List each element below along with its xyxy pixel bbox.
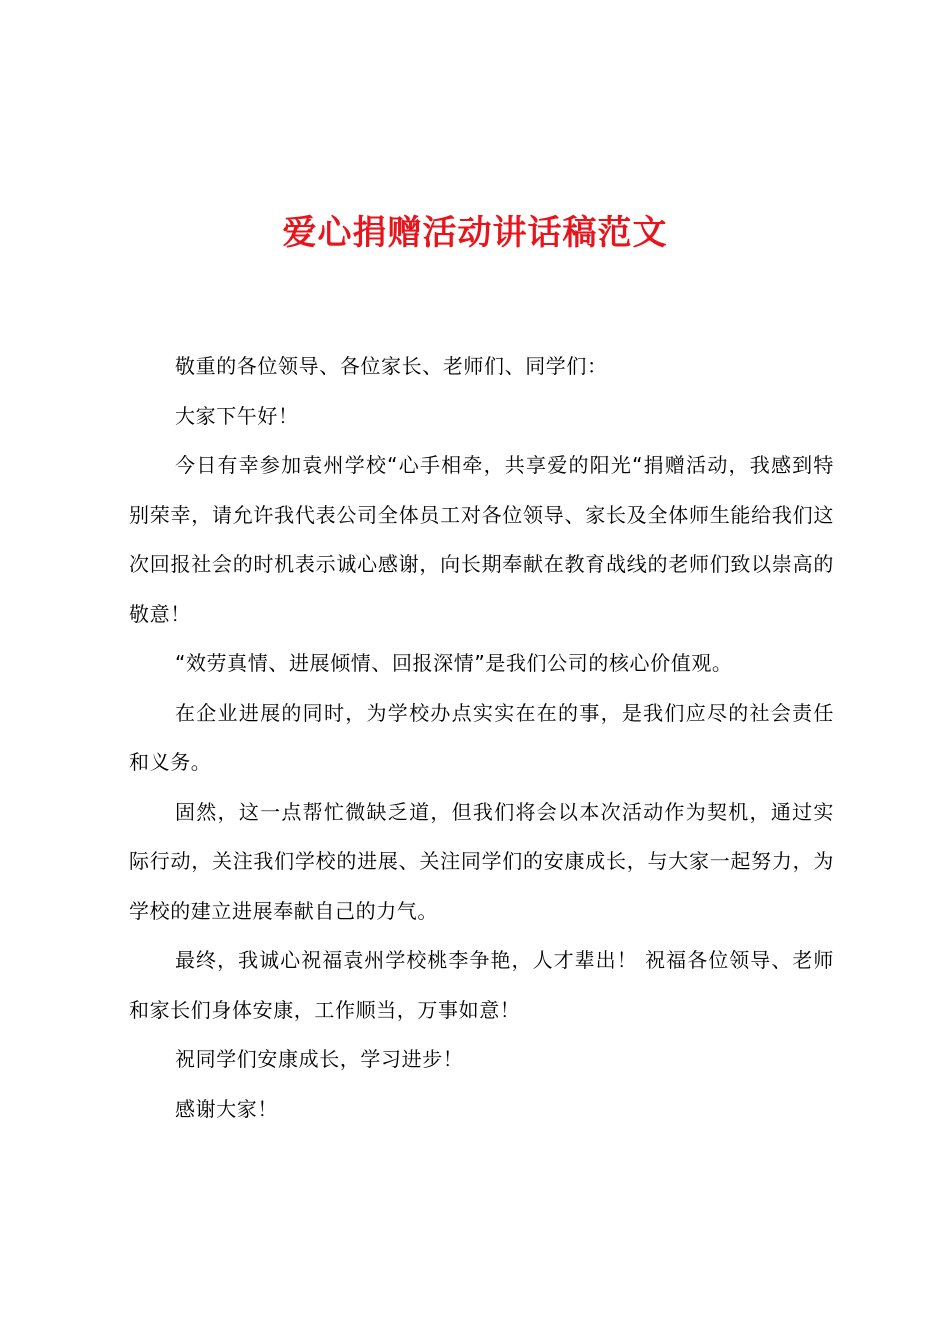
document-title: 爱心捐赠活动讲话稿范文	[282, 213, 668, 253]
paragraph-responsibility: 在企业进展的同时，为学校办点实实在在的事，是我们应尽的社会责任和义务。	[129, 700, 834, 774]
paragraph-wishes: 最终，我诚心祝福袁州学校桃李争艳，人才辈出！ 祝福各位领导、老师和家长们身体安康，工作顺当，万事如意！	[129, 948, 834, 1022]
paragraph-good-afternoon: 大家下午好！	[175, 403, 299, 428]
paragraph-core-values: “效劳真情、进展倾情、回报深情”是我们公司的核心价值观。	[175, 651, 733, 675]
paragraph-thanks: 感谢大家！	[175, 1096, 278, 1121]
paragraph-commitment: 固然，这一点帮忙微缺乏道，但我们将会以本次活动作为契机，通过实际行动，关注我们学校的进展、关注同学们的安康成长，与大家一起努力，为学校的建立进展奉献自己的力气。	[129, 799, 834, 923]
paragraph-honor: 今日有幸参加袁州学校“心手相牵，共享爱的阳光“捐赠活动，我感到特别荣幸，请允许我代表公司全体员工对各位领导、家长及全体师生能给我们这次回报社会的时机表示诚心感谢，向长期奉献在教育战线的老师们致以崇高的敬意！	[129, 453, 834, 626]
paragraph-students-wish: 祝同学们安康成长，学习进步！	[175, 1047, 464, 1071]
paragraph-greeting: 敬重的各位领导、各位家长、老师们、同学们：	[175, 354, 608, 378]
document-body	[129, 342, 834, 1134]
